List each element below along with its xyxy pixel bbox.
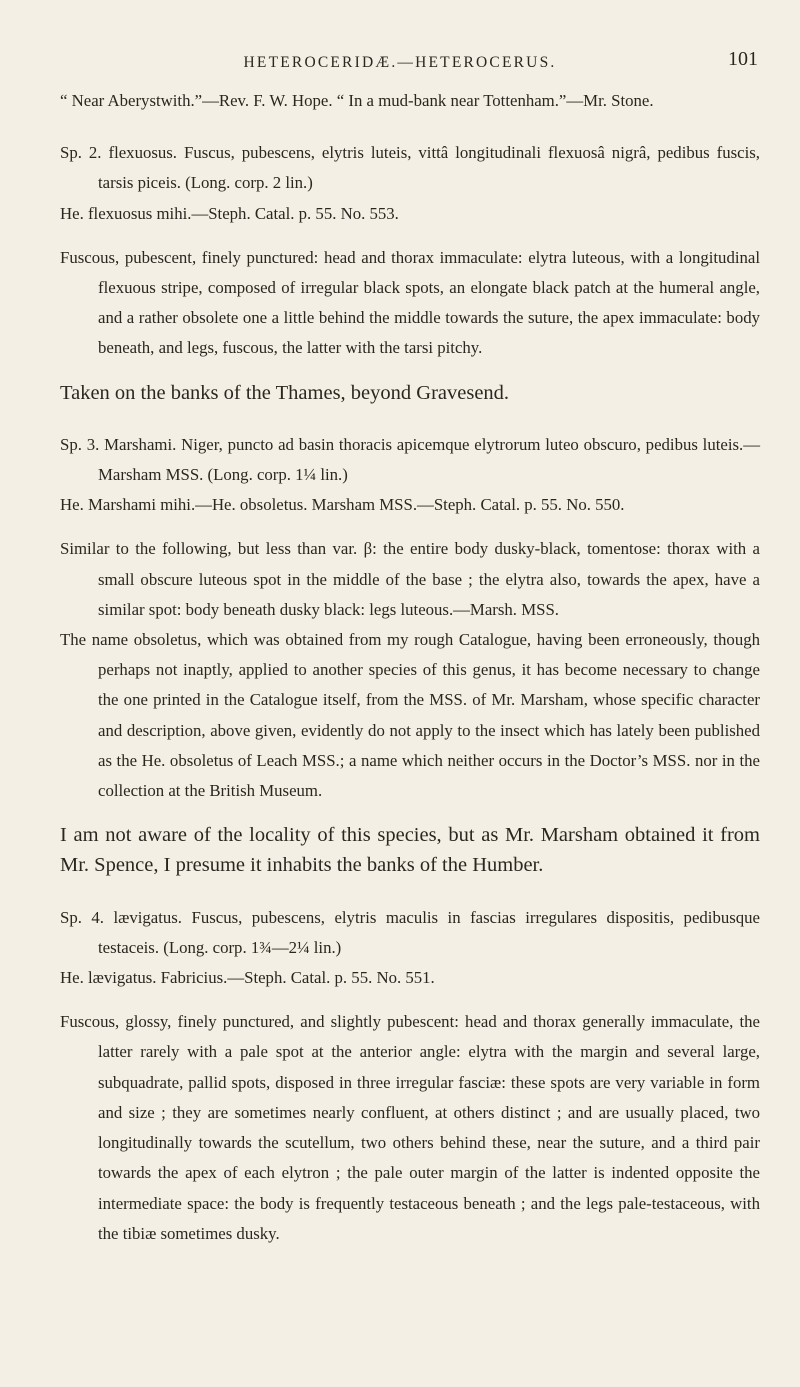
synonymy-line: He. Marshami mihi.—He. obsoletus. Marsham MSS.—Steph. Catal. p. 55. No. 550. — [60, 495, 625, 515]
species-diagnosis: Sp. 2. flexuosus. Fuscus, pubescens, elytris luteis, vittâ longitudinali flexuosâ nigrâ, pedibus fuscis, tarsis piceis. (Long. corp. 2 lin.) — [60, 143, 760, 193]
synonymy-line: He. lævigatus. Fabricius.—Steph. Catal. p. 55. No. 551. — [60, 968, 435, 988]
species-diagnosis: Sp. 3. Marshami. Niger, puncto ad basin thoracis apicemque elytrorum luteo obscuro, pedibus luteis.—Marsham MSS. (Long. corp. 1¼ lin.) — [60, 434, 760, 485]
locality-note: I am not aware of the locality of this species, but as Mr. Marsham obtained it from Mr. Spence, I presume it inhabits the banks of the Humber. — [60, 824, 760, 877]
running-title: HETEROCERIDÆ.—HETEROCERUS. — [243, 54, 557, 71]
page-number: 101 — [728, 48, 758, 70]
text-body — [60, 86, 760, 1249]
species-description: Similar to the following, but less than var. β: the entire body dusky-black, tomentose: thorax with a small obscure luteous spot in the middle of the base ; the elytra also, towards the apex, have a similar spot: body beneath dusky black: legs luteous.—Marsh. MSS. — [60, 539, 760, 619]
locality-note: “ Near Aberystwith.”—Rev. F. W. Hope. “ In a mud-bank near Tottenham.”—Mr. Stone. — [60, 91, 654, 110]
species-diagnosis: Sp. 4. lævigatus. Fuscus, pubescens, elytris maculis in fascias irregulares dispositis, pedibusque testaceis. (Long. corp. 1¾—2¼ lin.) — [60, 907, 760, 957]
locality-note: Taken on the banks of the Thames, beyond Gravesend. — [60, 381, 510, 404]
species-description: Fuscous, glossy, finely punctured, and slightly pubescent: head and thorax generally immaculate, the latter rarely with a pale spot at the anterior angle: elytra with the margin and several large, subquadrate, pallid spots, disposed in three irregular fasciæ: these spots are very variable in form and size ; they are sometimes nearly confluent, at others distinct ; and are usually placed, two longitudinally towards the scutellum, two others behind these, near the suture, and a third pair towards the apex of each elytron ; the pale outer margin of the latter is indented opposite the intermediate space: the body is frequently testaceous beneath ; and the legs pale-testaceous, with the tibiæ sometimes dusky. — [60, 1012, 760, 1243]
nomenclature-note: The name obsoletus, which was obtained from my rough Catalogue, having been erroneously, though perhaps not inaptly, applied to another species of this genus, it has become necessary to change the one printed in the Catalogue itself, from the MSS. of Mr. Marsham, whose specific character and description, above given, evidently do not apply to the insect which has lately been published as the He. obsoletus of Leach MSS.; a name which neither occurs in the Doctor’s MSS. nor in the collection at the British Museum. — [60, 630, 760, 801]
species-description: Fuscous, pubescent, finely punctured: head and thorax immaculate: elytra luteous, with a longitudinal flexuous stripe, composed of irregular black spots, an elongate black patch at the humeral angle, and a rather obsolete one a little behind the middle towards the suture, the apex immaculate: body beneath, and legs, fuscous, the latter with the tarsi pitchy. — [60, 247, 760, 358]
synonymy-line: He. flexuosus mihi.—Steph. Catal. p. 55. No. 553. — [60, 203, 399, 223]
